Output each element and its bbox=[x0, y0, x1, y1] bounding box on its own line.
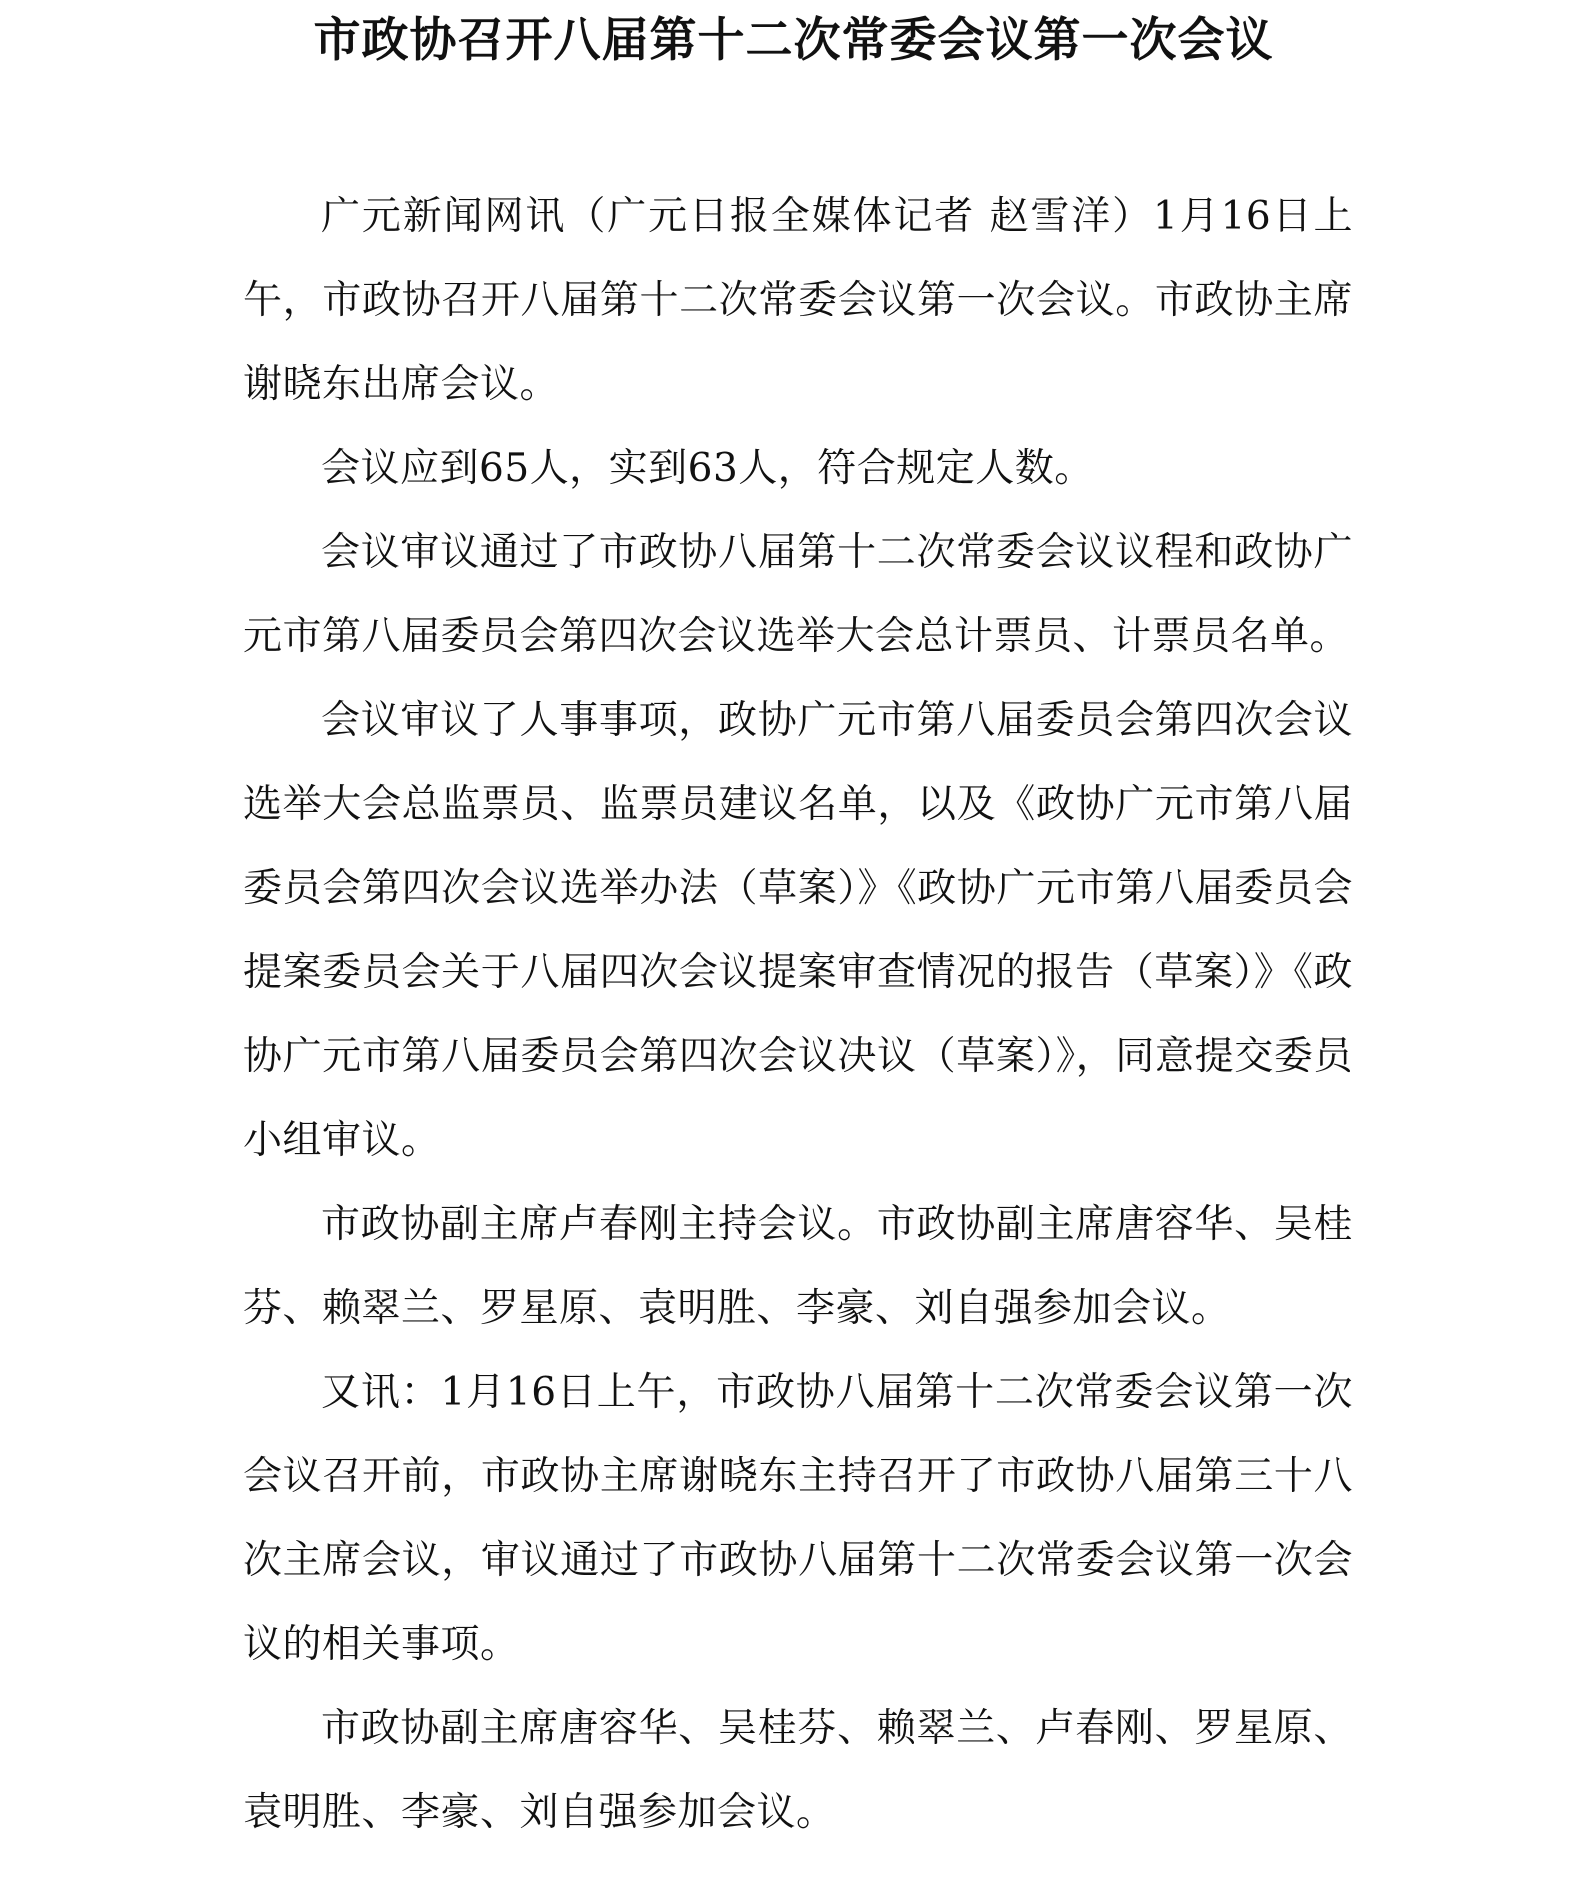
article-paragraph-5: 市政协副主席卢春刚主持会议。市政协副主席唐容华、吴桂芬、赖翠兰、罗星原、袁明胜、李豪、刘自强参加会议。 bbox=[243, 1202, 1353, 1331]
article-paragraph-1: 广元新闻网讯（广元日报全媒体记者 赵雪洋）1月16日上午，市政协召开八届第十二次常委会议第一次会议。市政协主席谢晓东出席会议。 bbox=[243, 194, 1353, 407]
article-paragraph-3: 会议审议通过了市政协八届第十二次常委会议议程和政协广元市第八届委员会第四次会议选举大会总计票员、计票员名单。 bbox=[243, 530, 1353, 659]
article-paragraph-6: 又讯：1月16日上午，市政协八届第十二次常委会议第一次会议召开前，市政协主席谢晓东主持召开了市政协八届第三十八次主席会议，审议通过了市政协八届第十二次常委会议第一次会议的相关事项。 bbox=[243, 1370, 1353, 1667]
article-paragraph-2: 会议应到65人，实到63人，符合规定人数。 bbox=[321, 446, 1094, 491]
article-title: 市政协召开八届第十二次常委会议第一次会议 bbox=[313, 13, 1274, 68]
article-paragraph-7: 市政协副主席唐容华、吴桂芬、赖翠兰、卢春刚、罗星原、袁明胜、李豪、刘自强参加会议。 bbox=[243, 1706, 1353, 1835]
article-body bbox=[243, 175, 1353, 1855]
article-paragraph-4: 会议审议了人事事项，政协广元市第八届委员会第四次会议选举大会总监票员、监票员建议名单，以及《政协广元市第八届委员会第四次会议选举办法（草案）》《政协广元市第八届委员会提案委员会关于八届四次会议提案审查情况的报告（草案）》《政协广元市第八届委员会第四次会议决议（草案）》，同意提交委员小组审议。 bbox=[243, 698, 1353, 1163]
